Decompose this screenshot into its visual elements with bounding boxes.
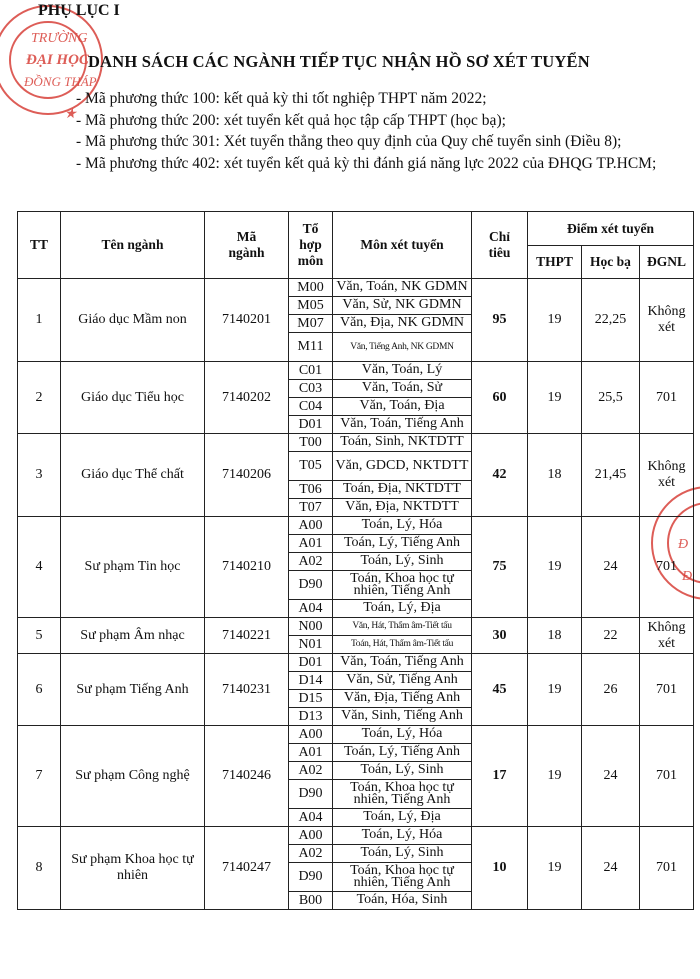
majors-table bbox=[17, 211, 694, 910]
score-dgnl: 701 bbox=[640, 517, 694, 618]
score-thpt: 19 bbox=[528, 279, 582, 362]
major-name: Sư phạm Tiếng Anh bbox=[61, 654, 205, 726]
score-hocba: 22,25 bbox=[582, 279, 640, 362]
method-100: - Mã phương thức 100: kết quả kỳ thi tốt nghiệp THPT năm 2022; bbox=[76, 90, 487, 107]
method-402: - Mã phương thức 402: xét tuyển kết quả kỳ thi đánh giá năng lực 2022 của ĐHQG TP.HCM; bbox=[76, 154, 657, 172]
appendix-label: PHỤ LỤC I bbox=[38, 2, 120, 19]
combo-subjects: Văn, Sử, Tiếng Anh bbox=[333, 672, 472, 690]
combo-subjects: Văn, Toán, Tiếng Anh bbox=[333, 654, 472, 672]
quota-value: 95 bbox=[472, 279, 528, 362]
stamp-text-1: TRƯỜNG bbox=[31, 31, 88, 46]
combo-code: A02 bbox=[289, 762, 333, 780]
combo-subjects: Toán, Lý, Hóa bbox=[333, 517, 472, 535]
combo-subjects: Văn, Địa, NKTDTT bbox=[333, 499, 472, 517]
major-code: 7140231 bbox=[205, 654, 289, 726]
combo-code: C03 bbox=[289, 380, 333, 398]
major-name: Sư phạm Tin học bbox=[61, 517, 205, 618]
score-hocba: 24 bbox=[582, 517, 640, 618]
combo-subjects: Văn, Địa, NK GDMN bbox=[333, 315, 472, 333]
table-row bbox=[18, 726, 694, 744]
combo-subjects: Toán, Lý, Tiếng Anh bbox=[333, 535, 472, 553]
row-tt: 5 bbox=[18, 618, 61, 654]
score-hocba: 26 bbox=[582, 654, 640, 726]
row-tt: 8 bbox=[18, 827, 61, 910]
major-code: 7140210 bbox=[205, 517, 289, 618]
major-name: Giáo dục Mầm non bbox=[61, 279, 205, 362]
combo-code: T05 bbox=[289, 452, 333, 481]
combo-code: M11 bbox=[289, 333, 333, 362]
method-200: - Mã phương thức 200: xét tuyển kết quả học tập cấp THPT (học bạ); bbox=[76, 111, 506, 129]
combo-code: A01 bbox=[289, 535, 333, 553]
combo-code: A00 bbox=[289, 726, 333, 744]
score-dgnl: Không xét bbox=[640, 618, 694, 654]
combo-code: N00 bbox=[289, 618, 333, 636]
combo-code: D90 bbox=[289, 571, 333, 600]
row-tt: 6 bbox=[18, 654, 61, 726]
combo-subjects: Toán, Lý, Tiếng Anh bbox=[333, 744, 472, 762]
combo-code: M05 bbox=[289, 297, 333, 315]
quota-value: 17 bbox=[472, 726, 528, 827]
header-code-line2: ngành bbox=[228, 245, 265, 260]
combo-subjects: Văn, GDCD, NKTDTT bbox=[333, 452, 472, 481]
header-hocba: Học bạ bbox=[582, 246, 640, 279]
combo-code: D90 bbox=[289, 863, 333, 892]
combo-code: B00 bbox=[289, 892, 333, 910]
combo-code: D01 bbox=[289, 416, 333, 434]
combo-code: D01 bbox=[289, 654, 333, 672]
score-hocba: 24 bbox=[582, 726, 640, 827]
combo-subjects: Toán, Lý, Hóa bbox=[333, 726, 472, 744]
score-thpt: 18 bbox=[528, 434, 582, 517]
row-tt: 3 bbox=[18, 434, 61, 517]
major-code: 7140206 bbox=[205, 434, 289, 517]
score-hocba: 22 bbox=[582, 618, 640, 654]
combo-code: N01 bbox=[289, 636, 333, 654]
combo-subjects: Văn, Toán, Sử bbox=[333, 380, 472, 398]
combo-code: D90 bbox=[289, 780, 333, 809]
combo-code: M00 bbox=[289, 279, 333, 297]
score-thpt: 19 bbox=[528, 827, 582, 910]
quota-value: 75 bbox=[472, 517, 528, 618]
combo-subjects: Văn, Toán, Lý bbox=[333, 362, 472, 380]
combo-code: A02 bbox=[289, 553, 333, 571]
header-thpt: THPT bbox=[528, 246, 582, 279]
combo-code: T06 bbox=[289, 481, 333, 499]
score-dgnl: 701 bbox=[640, 362, 694, 434]
major-name: Sư phạm Công nghệ bbox=[61, 726, 205, 827]
combo-subjects: Văn, Sử, NK GDMN bbox=[333, 297, 472, 315]
quota-value: 45 bbox=[472, 654, 528, 726]
combo-code: T07 bbox=[289, 499, 333, 517]
stamp-text-3: ĐỒNG THÁP bbox=[24, 74, 97, 89]
header-quota-line1: Chỉ bbox=[488, 229, 510, 244]
score-hocba: 21,45 bbox=[582, 434, 640, 517]
score-dgnl: Không xét bbox=[640, 434, 694, 517]
header-subjects: Môn xét tuyển bbox=[333, 212, 472, 279]
header-tt: TT bbox=[18, 212, 61, 279]
svg-text:★: ★ bbox=[64, 107, 77, 122]
header-quota bbox=[472, 212, 528, 279]
combo-code: A04 bbox=[289, 809, 333, 827]
score-thpt: 19 bbox=[528, 726, 582, 827]
table-row bbox=[18, 279, 694, 297]
major-code: 7140247 bbox=[205, 827, 289, 910]
combo-code: M07 bbox=[289, 315, 333, 333]
score-dgnl: 701 bbox=[640, 827, 694, 910]
document-title: DANH SÁCH CÁC NGÀNH TIẾP TỤC NHẬN HỒ SƠ XÉT TUYỂN bbox=[88, 52, 590, 71]
major-name: Giáo dục Thể chất bbox=[61, 434, 205, 517]
major-name: Sư phạm Âm nhạc bbox=[61, 618, 205, 654]
combo-subjects: Toán, Sinh, NKTDTT bbox=[333, 434, 472, 452]
combo-subjects: Văn, Toán, Địa bbox=[333, 398, 472, 416]
header-code bbox=[205, 212, 289, 279]
quota-value: 60 bbox=[472, 362, 528, 434]
score-thpt: 19 bbox=[528, 517, 582, 618]
quota-value: 30 bbox=[472, 618, 528, 654]
header-combo-line1: Tổ bbox=[302, 221, 319, 236]
table-row bbox=[18, 362, 694, 380]
major-name: Sư phạm Khoa học tự nhiên bbox=[61, 827, 205, 910]
combo-code: A01 bbox=[289, 744, 333, 762]
combo-subjects: Văn, Toán, NK GDMN bbox=[333, 279, 472, 297]
combo-subjects: Toán, Lý, Sinh bbox=[333, 553, 472, 571]
score-hocba: 25,5 bbox=[582, 362, 640, 434]
score-dgnl: 701 bbox=[640, 654, 694, 726]
combo-subjects: Văn, Địa, Tiếng Anh bbox=[333, 690, 472, 708]
header-combo bbox=[289, 212, 333, 279]
combo-subjects: Toán, Lý, Địa bbox=[333, 809, 472, 827]
quota-value: 42 bbox=[472, 434, 528, 517]
combo-subjects: Toán, Lý, Địa bbox=[333, 600, 472, 618]
combo-subjects: Toán, Khoa học tự nhiên, Tiếng Anh bbox=[333, 780, 472, 809]
header-code-line1: Mã bbox=[236, 229, 257, 244]
combo-subjects: Toán, Địa, NKTDTT bbox=[333, 481, 472, 499]
svg-text:Đ: Đ bbox=[678, 537, 689, 552]
admission-methods-list bbox=[76, 88, 676, 174]
row-tt: 7 bbox=[18, 726, 61, 827]
table-row bbox=[18, 827, 694, 845]
table-row bbox=[18, 618, 694, 636]
combo-code: C01 bbox=[289, 362, 333, 380]
score-thpt: 18 bbox=[528, 618, 582, 654]
table-row bbox=[18, 654, 694, 672]
combo-subjects: Văn, Toán, Tiếng Anh bbox=[333, 416, 472, 434]
score-thpt: 19 bbox=[528, 362, 582, 434]
combo-code: A00 bbox=[289, 827, 333, 845]
score-hocba: 24 bbox=[582, 827, 640, 910]
combo-subjects: Toán, Hát, Thẩm âm-Tiết tấu bbox=[333, 636, 472, 654]
table-row bbox=[18, 434, 694, 452]
combo-code: A04 bbox=[289, 600, 333, 618]
combo-code: D13 bbox=[289, 708, 333, 726]
major-name: Giáo dục Tiểu học bbox=[61, 362, 205, 434]
combo-code: T00 bbox=[289, 434, 333, 452]
combo-subjects: Toán, Hóa, Sinh bbox=[333, 892, 472, 910]
major-code: 7140202 bbox=[205, 362, 289, 434]
combo-subjects: Toán, Khoa học tự nhiên, Tiếng Anh bbox=[333, 571, 472, 600]
header-name: Tên ngành bbox=[61, 212, 205, 279]
table-row bbox=[18, 517, 694, 535]
header-quota-line2: tiêu bbox=[488, 245, 511, 260]
combo-code: A02 bbox=[289, 845, 333, 863]
combo-subjects: Toán, Lý, Sinh bbox=[333, 845, 472, 863]
combo-subjects: Văn, Sinh, Tiếng Anh bbox=[333, 708, 472, 726]
header-combo-line3: môn bbox=[297, 253, 324, 268]
combo-code: D15 bbox=[289, 690, 333, 708]
header-dgnl: ĐGNL bbox=[640, 246, 694, 279]
combo-code: D14 bbox=[289, 672, 333, 690]
combo-code: C04 bbox=[289, 398, 333, 416]
row-tt: 2 bbox=[18, 362, 61, 434]
major-code: 7140221 bbox=[205, 618, 289, 654]
score-thpt: 19 bbox=[528, 654, 582, 726]
major-code: 7140201 bbox=[205, 279, 289, 362]
score-dgnl: 701 bbox=[640, 726, 694, 827]
majors-table-body bbox=[18, 279, 694, 910]
row-tt: 1 bbox=[18, 279, 61, 362]
combo-code: A00 bbox=[289, 517, 333, 535]
header-combo-line2: hợp bbox=[299, 237, 322, 252]
combo-subjects: Toán, Khoa học tự nhiên, Tiếng Anh bbox=[333, 863, 472, 892]
method-301: - Mã phương thức 301: Xét tuyển thẳng theo quy định của Quy chế tuyển sinh (Điều 8); bbox=[76, 133, 622, 150]
combo-subjects: Văn, Tiếng Anh, NK GDMN bbox=[333, 333, 472, 362]
combo-subjects: Văn, Hát, Thẩm âm-Tiết tấu bbox=[333, 618, 472, 636]
row-tt: 4 bbox=[18, 517, 61, 618]
combo-subjects: Toán, Lý, Sinh bbox=[333, 762, 472, 780]
svg-text:Đ: Đ bbox=[682, 569, 693, 584]
major-code: 7140246 bbox=[205, 726, 289, 827]
score-dgnl: Không xét bbox=[640, 279, 694, 362]
header-score: Điểm xét tuyển bbox=[528, 212, 694, 246]
combo-subjects: Toán, Lý, Hóa bbox=[333, 827, 472, 845]
stamp-text-2: ĐẠI HỌC bbox=[26, 52, 89, 68]
quota-value: 10 bbox=[472, 827, 528, 910]
